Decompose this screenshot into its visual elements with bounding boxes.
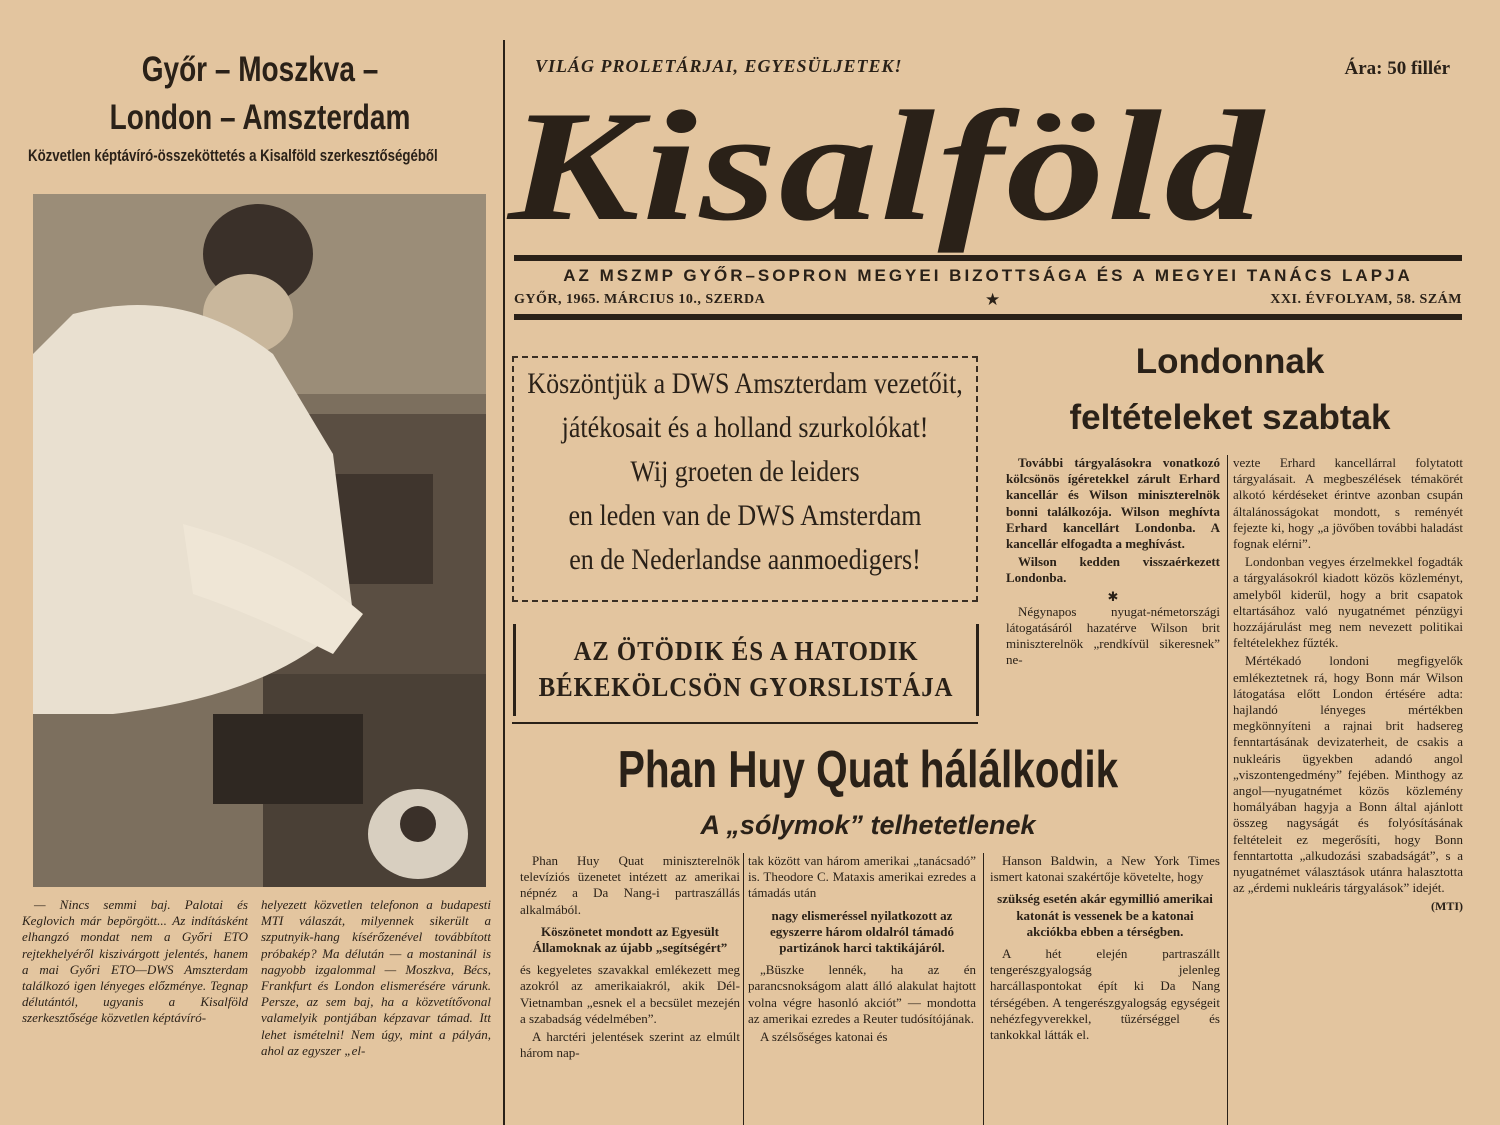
- london-col1: [1006, 455, 1220, 715]
- london-col-divider: [1227, 455, 1228, 1125]
- london-credit: (MTI): [1431, 899, 1463, 914]
- operator-photo-illustration: [33, 194, 486, 887]
- feature-headline-line1: Győr – Moszkva –: [141, 50, 379, 89]
- feature-photo: [33, 194, 486, 887]
- london-lead: További tárgyalásokra vonatkozó kölcsönös ígéretekkel zárult Erhard kancellár és Wilson miniszterelnök bonni találkozója. Wilson meghívta Erhard kancellárt Londonba. A kancellár elfogadta a meghívást.: [1006, 455, 1220, 552]
- phan-headline: Phan Huy Quat hálálkodik: [617, 741, 1119, 799]
- london-headline-line2: feltételeket szabtak: [1069, 398, 1391, 437]
- loan-box: [513, 624, 979, 716]
- masthead-title: Kisalföld: [508, 79, 1266, 254]
- london-col2-p3: Mértékadó londoni megfigyelők emlékeztetnek rá, hogy Bonn már Wilson látogatása előtt London értésére adta: hajlandó lényeges mértékben megkönnyíteni a rajnai brit hadsereg fenntartásának devizaterheit, de csakis a nukleáris ügyekben adandó angol „viszontengedmény” fejében. Minthogy az angol—nyugatnémet közös közlemény homályában hagyja a Bonn által ajánlott összeg nagyságát és folyósításának feltételeit ez megerősíti, hogy Bonn fenntartotta „alkudozási szabadságát”, s a nyugatnémet választások utánra halasztotta az „érdemi nukleáris tárgyalások” idejét.: [1233, 653, 1463, 896]
- phan-subheadline: A „sólymok” telhetetlenek: [700, 810, 1036, 840]
- feature-caption-col1: — Nincs semmi baj. Palotai és Keglovich már bepörgött... Az indításként elhangzó mondat nem a Győri ETO rejtekhelyéről kiszivárgott jelentés, hanem a mai Győri ETO—DWS Amszterdam találkozó igen lényeges előzménye. Tegnap délutántól, ugyanis a Kisalföld szerkesztősége közvetlen képtávíró-: [22, 897, 248, 1026]
- greeting-box-bottom: [512, 600, 978, 602]
- phan-col2-p2: „Büszke lennék, ha az én parancsnokságom alatt álló alakulat hajtott volna végre hasonló akciót” — mondotta az amerikai ezredes a Reuter tudósítójának.: [748, 962, 976, 1026]
- loan-box-line2: BÉKEKÖLCSÖN GYORSLISTÁJA: [538, 672, 954, 702]
- loan-box-line1: AZ ÖTÖDIK ÉS A HATODIK: [573, 636, 919, 666]
- greeting-box-top: [512, 356, 978, 358]
- greeting-box-right: [976, 356, 978, 602]
- masthead-price: Ára: 50 fillér: [1344, 58, 1450, 79]
- phan-col2-p3: A szélsőséges katonai és: [760, 1029, 888, 1045]
- phan-col1-p2: és kegyeletes szavakkal emlékezett meg azokról az amerikaiakról, akik Dél-Vietnamban „esnek el a becsület mezején a szabadság védelmében”.: [520, 962, 740, 1026]
- phan-col3: [990, 853, 1220, 1125]
- london-col2-p1: vezte Erhard kancellárral folytatott tárgyalásait. A megbeszélések témakörét alkotó kérdéseket érintve azonban csupán általánosságokat mondott, s reményét fejezte ki, hogy „a jövőben további haladást fognak elérni”.: [1233, 455, 1463, 552]
- feature-headline-line2: London – Amszterdam: [109, 98, 411, 137]
- phan-col1-bold: Köszönetet mondott az Egyesült Államoknak az újabb „segítségért”: [532, 923, 728, 956]
- phan-col2-bold: nagy elismeréssel nyilatkozott az egyszerre három oldalról támadó partizánok harci taktikájáról.: [769, 907, 954, 956]
- phan-col2-p1: tak között van három amerikai „tanácsadó” is. Theodore C. Mataxis amerikai ezredes a támadás után: [748, 853, 976, 901]
- greeting-line: en leden van de DWS Amsterdam: [568, 498, 922, 533]
- london-col1-body: Négynapos nyugat-németországi látogatásáról hazatérve Wilson brit miniszterelnök „rendkívül sikeresnek” ne-: [1006, 603, 1220, 668]
- phan-col-divider-1: [743, 853, 744, 1125]
- masthead-volume: XXI. ÉVFOLYAM, 58. SZÁM: [1270, 292, 1462, 307]
- masthead-rule-top: [514, 255, 1462, 261]
- greeting-box: [514, 362, 976, 582]
- column-divider: [503, 40, 505, 1125]
- asterisk-icon: ✱: [1107, 588, 1119, 604]
- greeting-line: en de Nederlandse aanmoedigers!: [569, 542, 921, 577]
- masthead-slogan: VILÁG PROLETÁRJAI, EGYESÜLJETEK!: [535, 56, 903, 76]
- london-col2-p2: Londonban vegyes érzelmekkel fogadták a tárgyalásokról kiadott közös közleményt, amelyből kiderül, hogy a brit csapatok eltartásához való nyugatnémet pénzügyi hozzájárulást meg nem nevezett politikai feltételekhez fűzték.: [1233, 554, 1463, 651]
- feature-subheadline: Közvetlen képtávíró-összeköttetés a Kisalföld szerkesztőségéből: [28, 146, 438, 165]
- masthead-star: ★: [985, 290, 1001, 309]
- masthead-dateline: GYŐR, 1965. MÁRCIUS 10., SZERDA: [514, 292, 766, 307]
- phan-col2: [748, 853, 976, 1125]
- london-lead2: Wilson kedden visszaérkezett Londonba.: [1006, 554, 1220, 586]
- london-col2: [1233, 455, 1463, 1113]
- loan-box-underline: [512, 722, 978, 724]
- greeting-line: Köszöntjük a DWS Amszterdam vezetőit,: [527, 366, 963, 401]
- feature-caption-col2: helyezett közvetlen telefonon a budapesti MTI válaszát, milyennek sikerült a szputnyik-hang kísérőzenével továbbított próbakép? Ma délután — a mostaninál is nagyobb izgalommal — Moszkva, Bécs, Frankfurt és London elismerésére várunk. Persze, az sem baj, ha a közvetítővonal valamelyik pontjában képzavar támad. Itt lehet ismételni! Nem úgy, mint a pályán, ahol az egyszer „el-: [261, 897, 491, 1058]
- london-headline-line1: Londonnak: [1135, 342, 1325, 381]
- phan-col3-p2: A hét elején partraszállt tengerészgyalogság jelenleg harcállaspontokat épít ki Da Nang térségében. A tengerészgyalogság egységeit nehézfegyverekkel, tüzérséggel és tankokkal látták el.: [990, 946, 1220, 1043]
- phan-col3-bold: szükség esetén akár egymillió amerikai katonát is vessenek be a katonai akciókba ebben a térségben.: [997, 891, 1213, 939]
- phan-col1-p1: Phan Huy Quat miniszterelnök televíziós üzenetet intézett az amerikai népnéz a Da Nang-i partraszállás alkalmából.: [520, 853, 740, 917]
- phan-col1: [520, 853, 740, 1125]
- greeting-line: játékosait és a holland szurkolókat!: [561, 410, 929, 445]
- phan-col1-p3: A harctéri jelentések szerint az elmúlt három nap-: [520, 1029, 740, 1061]
- masthead-rule-bottom: [514, 314, 1462, 320]
- greeting-line: Wij groeten de leiders: [630, 454, 860, 489]
- phan-col-divider-2: [983, 853, 984, 1125]
- phan-col3-p1: Hanson Baldwin, a New York Times ismert katonai szakértője követelte, hogy: [990, 853, 1220, 885]
- masthead-tagline: AZ MSZMP GYŐR–SOPRON MEGYEI BIZOTTSÁGA ÉS A MEGYEI TANÁCS LAPJA: [563, 266, 1413, 285]
